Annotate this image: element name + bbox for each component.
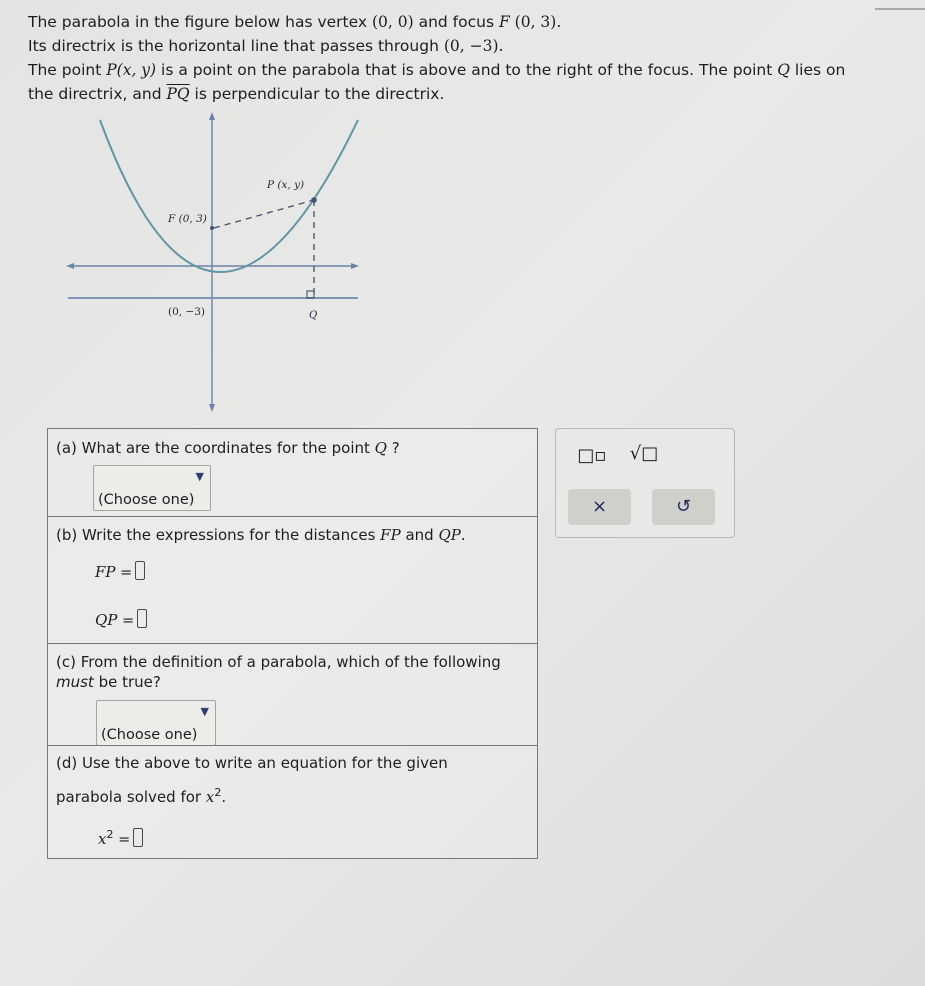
question-d-line-1: (d) Use the above to write an equation for the given	[56, 754, 448, 772]
problem-line-4: the directrix, and $\overline{PQ}$ is perpendicular to the directrix.	[28, 85, 445, 103]
dropdown-label: (Choose one)	[101, 727, 198, 743]
questions-panel	[47, 428, 538, 859]
question-a	[48, 429, 537, 516]
sqrt-button[interactable]: √□	[629, 443, 659, 464]
segment-fp	[214, 200, 314, 228]
label-directrix-point: (0, −3)	[168, 306, 206, 318]
x-axis-arrow-left	[66, 263, 74, 269]
chevron-down-icon: ▼	[195, 470, 204, 483]
parabola-curve	[100, 120, 358, 272]
parabola-figure	[30, 108, 370, 413]
parabola-definition-dropdown[interactable]	[96, 700, 216, 746]
qp-input[interactable]	[137, 609, 147, 628]
y-axis-arrow-up	[209, 112, 215, 120]
problem-line-2: Its directrix is the horizontal line that passes through (0, −3).	[28, 37, 504, 55]
clear-button[interactable]: ×	[568, 489, 631, 525]
question-c-line-2: must be true?	[56, 673, 161, 691]
fp-answer-row: FP =	[95, 561, 145, 581]
undo-button[interactable]: ↺	[652, 489, 715, 525]
coordinates-q-dropdown[interactable]	[93, 465, 211, 511]
label-f: F (0, 3)	[168, 213, 207, 225]
fp-input[interactable]	[135, 561, 145, 580]
question-a-text: (a) What are the coordinates for the point Q ?	[56, 439, 400, 457]
problem-statement	[28, 10, 888, 106]
question-d-line-2: parabola solved for $x^2$.	[56, 786, 227, 806]
point-p	[311, 197, 317, 203]
question-d	[48, 745, 537, 859]
question-c-line-1: (c) From the definition of a parabola, which of the following	[56, 653, 501, 671]
problem-line-1: The parabola in the figure below has vertex (0, 0) and focus F (0, 3).	[28, 13, 562, 31]
x-squared-answer-row: $x^2$ =	[98, 828, 143, 848]
question-c	[48, 643, 537, 746]
superscript-button[interactable]: □▫	[577, 445, 607, 466]
point-f	[210, 226, 214, 230]
question-b	[48, 516, 537, 644]
y-axis-arrow-down	[209, 404, 215, 412]
label-q: Q	[309, 310, 318, 321]
qp-answer-row: QP =	[95, 609, 147, 629]
math-toolbar	[555, 428, 735, 538]
question-b-text: (b) Write the expressions for the distances FP and QP.	[56, 526, 466, 544]
x-axis-arrow-right	[351, 263, 359, 269]
dropdown-label: (Choose one)	[98, 492, 195, 508]
chevron-down-icon: ▼	[200, 705, 209, 718]
x-squared-input[interactable]	[133, 828, 143, 847]
problem-line-3: The point P(x, y) is a point on the parabola that is above and to the right of the focus. The point Q lies on	[28, 61, 846, 79]
label-p: P (x, y)	[267, 179, 305, 191]
right-angle-marker	[307, 291, 314, 298]
